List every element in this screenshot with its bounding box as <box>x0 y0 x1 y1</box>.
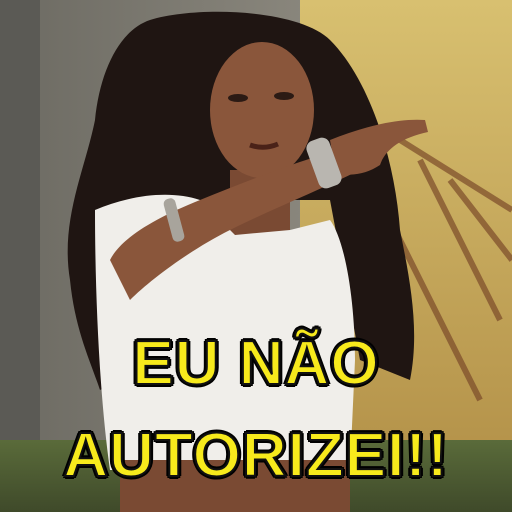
caption-line-1: EU NÃO <box>132 329 380 398</box>
face <box>210 42 314 178</box>
caption-line-2: AUTORIZEI!! <box>63 421 449 490</box>
eye-right <box>274 92 294 100</box>
eye-left <box>228 94 248 102</box>
